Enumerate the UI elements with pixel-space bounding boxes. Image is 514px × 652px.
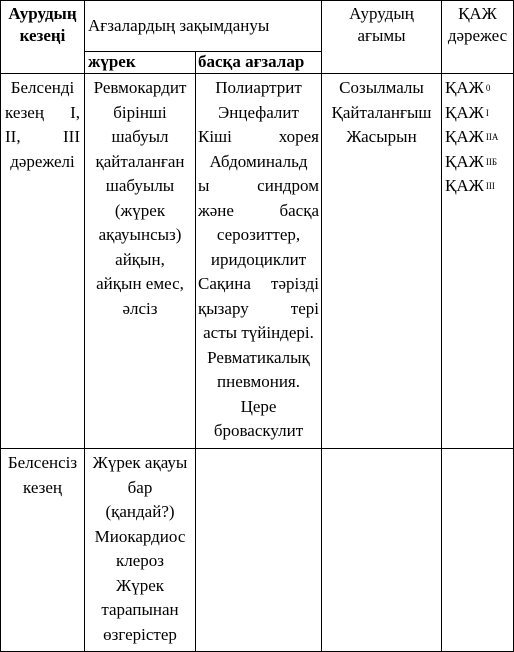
- header-course: Аурудың ағымы: [349, 4, 414, 45]
- row1-course: Созылмалы Қайталанғыш Жасырын: [331, 78, 432, 146]
- header-other-organs: басқа ағзалар: [198, 52, 305, 71]
- degree-line: ҚАЖ III: [445, 176, 495, 195]
- degree-line: ҚАЖ IIА: [445, 127, 499, 146]
- row1-degree: [445, 76, 510, 199]
- table-border-top: [0, 0, 514, 1]
- column-rule-2: [195, 51, 196, 652]
- row-divider: [0, 448, 514, 449]
- row2-heart: Жүрек ақауы бар (қандай?) Миокардиос клероз Жүрек тарапынан өзгерістер: [92, 453, 188, 644]
- column-rule-4: [441, 0, 442, 652]
- row1-other-organs: Полиартрит Энцефалит Кіші хорея Абдоминальд ы синдром және басқа серозиттер, иридоциклит Сақина тәрізді қызару тері асты түйіндері. Ревматикалық пневмония. Цере броваскулит: [198, 78, 319, 440]
- row1-heart: Ревмокардит бірінші шабуыл қайталанған шабуылы (жүрек ақауынсыз) айқын, айқын емес, әлсіз: [93, 78, 187, 318]
- row1-stage: Белсенді кезең I, II, III дәрежелі: [5, 78, 80, 171]
- degree-line: ҚАЖ I: [445, 102, 489, 122]
- degree-line: ҚАЖ IIБ: [445, 151, 498, 171]
- header-organ-damage: Ағзалардың зақымдануы: [88, 16, 270, 35]
- subheader-bottom-rule: [0, 73, 514, 74]
- header-heart: жүрек: [88, 52, 136, 71]
- degree-line: ҚАЖ 0: [445, 78, 491, 97]
- table-border-left: [0, 0, 1, 652]
- header-stage: Аурудың кезеңі: [8, 4, 77, 45]
- row2-stage: Белсенсіз кезең: [7, 453, 78, 497]
- header-degree: ҚАЖ дәрежес: [447, 4, 508, 45]
